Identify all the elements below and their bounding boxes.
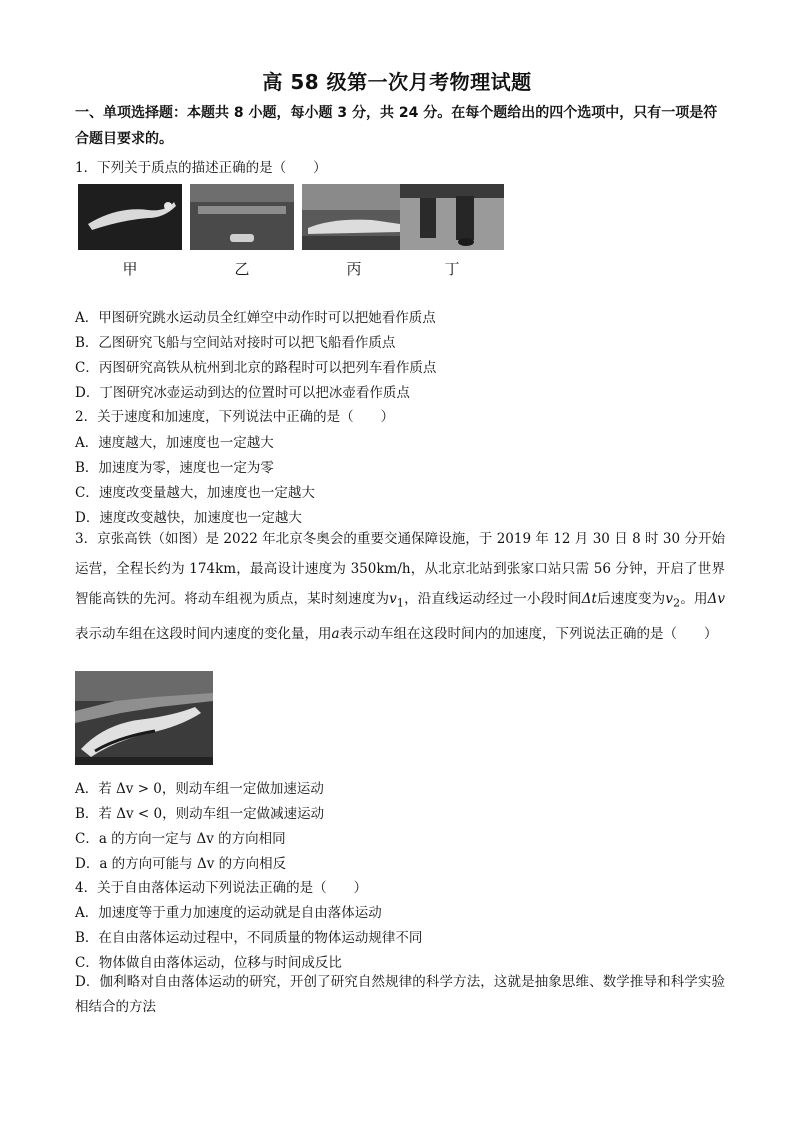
q4-option-c: C．物体做自由落体运动，位移与时间成反比: [75, 955, 342, 971]
q4-option-b: B．在自由落体运动过程中，不同质量的物体运动规律不同: [75, 930, 423, 946]
q2-option-c: C．速度改变量越大，加速度也一定越大: [75, 485, 315, 501]
question-1-figure: [78, 184, 508, 284]
v1-symbol: v: [389, 591, 397, 607]
high-speed-train-photo: [75, 671, 213, 765]
q1-option-c: C．丙图研究高铁从杭州到北京的路程时可以把列车看作质点: [75, 360, 437, 376]
question-1-stem: 1．下列关于质点的描述正确的是（ ）: [75, 160, 327, 176]
q4-option-a: A．加速度等于重力加速度的运动就是自由落体运动: [75, 905, 382, 921]
question-4-stem: 4．关于自由落体运动下列说法正确的是（ ）: [75, 880, 368, 896]
q3-option-a: A．若 Δv > 0，则动车组一定做加速运动: [75, 781, 324, 797]
q2-option-d: D．速度改变越快，加速度也一定越大: [75, 510, 302, 526]
curling-photo: [400, 184, 504, 250]
q3-option-c: C．a 的方向一定与 Δv 的方向相同: [75, 831, 286, 847]
q4-option-d: D．伽利略对自由落体运动的研究，开创了研究自然规律的科学方法，这就是抽象思维、数学推导和科学实验相结合的方法: [75, 974, 725, 1015]
q3-text-6: 表示动车组在这段时间内的加速度，下列说法正确的是（ ）: [339, 625, 718, 642]
train-photo-small: [302, 184, 406, 250]
spacecraft-photo: [190, 184, 294, 250]
figure-label-jia: 甲: [122, 260, 138, 278]
figure-label-bing: 丙: [346, 260, 362, 278]
q1-option-b: B．乙图研究飞船与空间站对接时可以把飞船看作质点: [75, 335, 396, 351]
figure-label-ding: 丁: [444, 260, 460, 278]
a-symbol: a: [331, 625, 340, 642]
q3-text-4: 。用: [680, 591, 708, 607]
q3-text-1: 3．京张高铁（如图）是 2022 年北京冬奥会的重要交通保障设施，于 2019 年 12 月 30 日 8 时 30 分开始运营，全程长约为 174km，最高设计速度为 350km/h，从北京北站到张家口站只需 56 分钟，开启了世界智能高铁的先河。将动车组视为质点，某时刻速度为: [75, 531, 725, 607]
q3-text-5: 表示动车组在这段时间内速度的变化量，用: [75, 625, 332, 642]
section-heading: 一、单项选择题：本题共 8 小题，每小题 3 分，共 24 分。在每个题给出的四个选项中，只有一项是符合题目要求的。: [75, 105, 718, 147]
q3-option-d: D．a 的方向可能与 Δv 的方向相反: [75, 856, 287, 872]
figure-label-yi: 乙: [234, 260, 250, 278]
q2-option-b: B．加速度为零，速度也一定为零: [75, 460, 274, 476]
q3-text-3: 后速度变为: [596, 591, 666, 607]
question-3-stem: [75, 524, 725, 649]
v2-symbol: v: [665, 591, 673, 607]
delta-v-symbol: Δv: [707, 591, 726, 607]
q3-option-b: B．若 Δv < 0，则动车组一定做减速运动: [75, 806, 325, 822]
v2-subscript: 2: [672, 596, 681, 610]
delta-t-symbol: Δt: [581, 591, 597, 607]
q1-option-d: D．丁图研究冰壶运动到达的位置时可以把冰壶看作质点: [75, 385, 410, 401]
q1-option-a: A．甲图研究跳水运动员全红婵空中动作时可以把她看作质点: [75, 310, 436, 326]
page-title: 高 58 级第一次月考物理试题: [262, 70, 532, 94]
q2-option-a: A．速度越大，加速度也一定越大: [75, 435, 274, 451]
diver-photo: [78, 184, 182, 250]
question-2-stem: 2．关于速度和加速度，下列说法中正确的是（ ）: [75, 409, 395, 425]
v1-subscript: 1: [396, 596, 404, 610]
q3-text-2: ，沿直线运动经过一小段时间: [403, 591, 582, 607]
